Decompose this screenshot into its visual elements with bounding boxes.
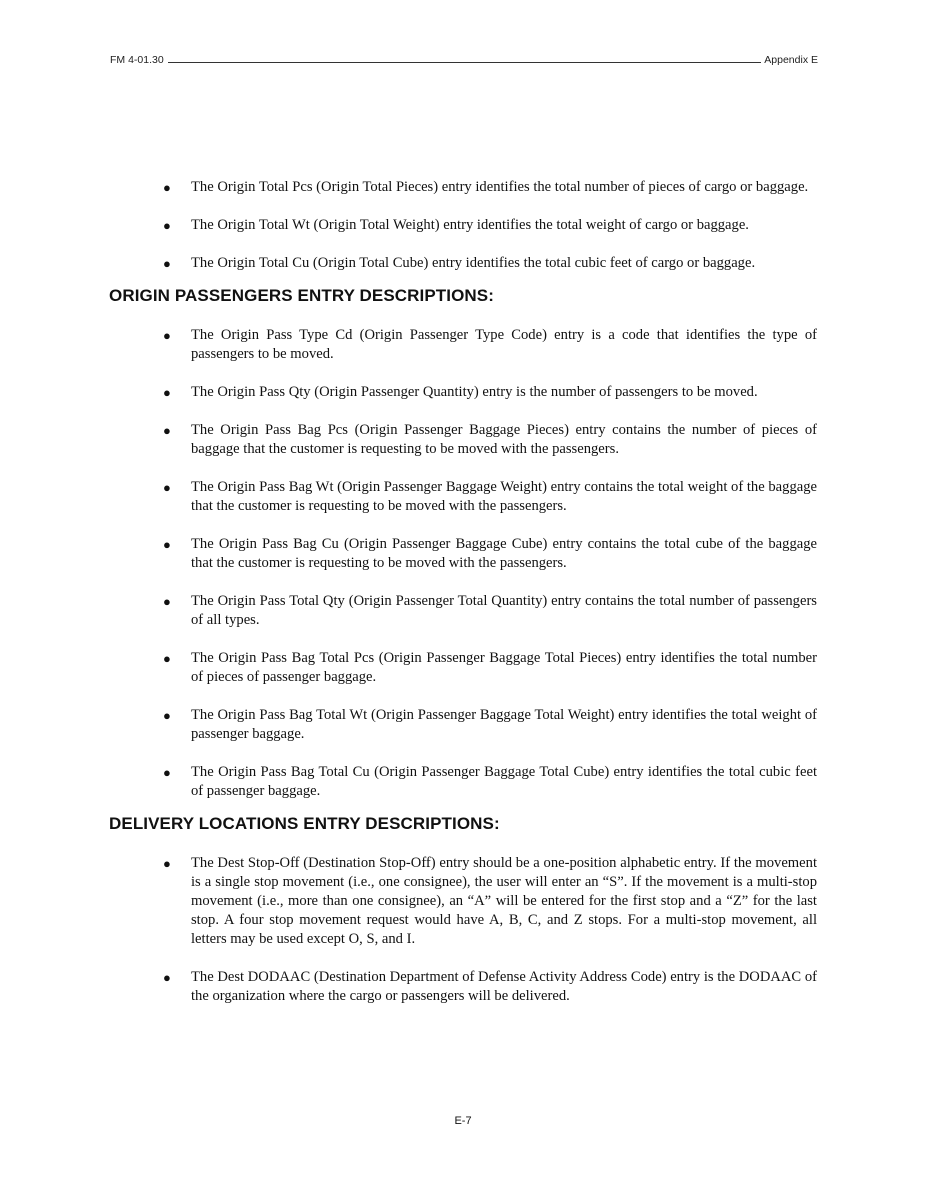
list-item: ● The Origin Pass Qty (Origin Passenger Quantity) entry is the number of passengers to be moved. <box>163 384 758 400</box>
list-item: ● The Origin Pass Bag Total Pcs (Origin Passenger Baggage Total Pieces) entry identifies the total number of pieces of passenger baggage. <box>163 650 817 685</box>
bullet-icon: ● <box>163 970 171 985</box>
list-item: ● The Origin Total Pcs (Origin Total Pieces) entry identifies the total number of pieces of cargo or baggage. <box>163 179 809 195</box>
list-item: ● The Origin Pass Bag Total Cu (Origin Passenger Baggage Total Cube) entry identifies the total cubic feet of passenger baggage. <box>163 764 817 799</box>
bullet-icon: ● <box>163 708 171 723</box>
section-heading-delivery: DELIVERY LOCATIONS ENTRY DESCRIPTIONS: <box>109 814 500 833</box>
bullet-icon: ● <box>163 385 171 400</box>
page-number: E-7 <box>454 1115 472 1127</box>
page-body <box>0 178 926 1025</box>
bullet-icon: ● <box>163 651 171 666</box>
list-item: ● The Origin Pass Bag Cu (Origin Passenger Baggage Cube) entry contains the total cube of the baggage that the customer is requesting to be moved with the passengers. <box>163 536 817 571</box>
bullet-icon: ● <box>163 480 171 495</box>
list-item: ● The Dest Stop-Off (Destination Stop-Off) entry should be a one-position alphabetic entry. If the movement is a single stop movement (i.e., one consignee), the user will enter an “S”. If the movement is a multi-stop movement (i.e., more than one consignee), an “A” will be entered for the first stop and a “Z” for the last stop. A four stop movement request would have A, B, C, and Z stops. For a multi-stop movement, all letters may be used except O, S, and I. <box>163 855 817 947</box>
list-item: ● The Origin Pass Bag Total Wt (Origin Passenger Baggage Total Weight) entry identifies the total weight of passenger baggage. <box>163 707 817 742</box>
bullet-icon: ● <box>163 594 171 609</box>
appendix-label: Appendix E <box>764 54 818 66</box>
list-item: ● The Origin Pass Type Cd (Origin Passenger Type Code) entry is a code that identifies the type of passengers to be moved. <box>163 327 817 362</box>
list-item: ● The Origin Total Wt (Origin Total Weight) entry identifies the total weight of cargo or baggage. <box>163 217 749 233</box>
list-item: ● The Origin Pass Bag Wt (Origin Passenger Baggage Weight) entry contains the total weight of the baggage that the customer is requesting to be moved with the passengers. <box>163 479 817 514</box>
list-item: ● The Origin Total Cu (Origin Total Cube) entry identifies the total cubic feet of cargo or baggage. <box>163 255 756 271</box>
bullet-icon: ● <box>163 423 171 438</box>
header-rule <box>168 62 762 63</box>
passengers-list <box>0 326 926 801</box>
bullet-icon: ● <box>163 537 171 552</box>
bullet-icon: ● <box>163 256 171 271</box>
cargo-totals-list <box>0 178 926 273</box>
bullet-icon: ● <box>163 328 171 343</box>
running-header <box>110 54 818 66</box>
bullet-icon: ● <box>163 218 171 233</box>
bullet-icon: ● <box>163 765 171 780</box>
manual-number: FM 4-01.30 <box>110 54 164 66</box>
list-item: ● The Origin Pass Total Qty (Origin Passenger Total Quantity) entry contains the total number of passengers of all types. <box>163 593 817 628</box>
delivery-list <box>0 854 926 1006</box>
list-item: ● The Origin Pass Bag Pcs (Origin Passenger Baggage Pieces) entry contains the number of pieces of baggage that the customer is requesting to be moved with the passengers. <box>163 422 817 457</box>
bullet-icon: ● <box>163 856 171 871</box>
section-heading-passengers: ORIGIN PASSENGERS ENTRY DESCRIPTIONS: <box>109 286 494 305</box>
bullet-icon: ● <box>163 180 171 195</box>
list-item: ● The Dest DODAAC (Destination Department of Defense Activity Address Code) entry is the DODAAC of the organization where the cargo or passengers will be delivered. <box>163 969 817 1004</box>
